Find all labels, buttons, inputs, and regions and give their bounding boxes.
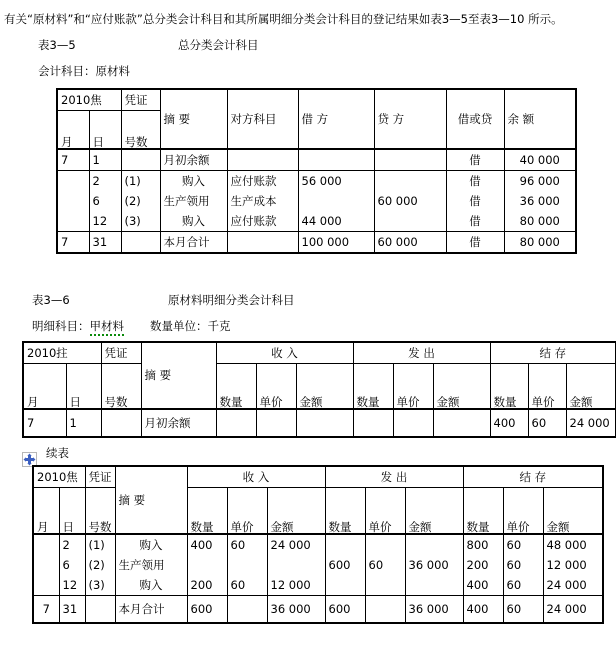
cell-day: 6 [89,191,121,211]
table-1-caption: 表3—5 [38,38,76,52]
header-year: 2010焦 [57,89,121,111]
cell-balance: 40 000 [504,149,576,171]
cell-number [101,409,141,437]
cell-day: 31 [89,232,121,254]
header-number: 号数 [101,364,141,410]
cell-out-qty [325,534,365,555]
header-counter-account: 对方科目 [227,89,298,149]
header-year: 2010拄 [23,342,101,364]
header-year: 2010焦 [33,466,85,488]
cell-out-qty [325,575,365,596]
cell-out-amount [405,575,463,596]
cell-bal-price: 60 [528,409,566,437]
cell-bal-qty: 400 [463,575,503,596]
subsidiary-ledger-table-part1 [22,341,616,438]
cell-credit: 60 000 [374,191,446,211]
table-row [23,409,616,437]
cell-month: 7 [57,149,89,171]
cell-credit [374,171,446,192]
cell-counter-account [227,149,298,171]
cell-day: 31 [59,596,85,624]
cell-bal-qty: 800 [463,534,503,555]
cell-out-price [365,575,405,596]
header-month: 月 [33,488,59,535]
cell-out-price [365,534,405,555]
cell-bal-amount: 12 000 [543,555,603,575]
cell-out-amount [405,534,463,555]
table-2-title: 原材料明细分类会计科目 [168,293,295,307]
cell-dc-flag: 借 [446,232,504,254]
cell-number: (3) [85,575,115,596]
cell-out-qty: 600 [325,555,365,575]
header-bal-amount: 金额 [566,364,616,410]
header-day: 日 [59,488,85,535]
header-out-qty: 数量 [353,364,393,410]
cell-day: 1 [89,149,121,171]
cell-out-amount: 36 000 [405,555,463,575]
cell-out-price [365,596,405,624]
cell-in-amount: 36 000 [267,596,325,624]
cell-bal-amount: 24 000 [543,575,603,596]
table-1-account-label: 会计科目：原材料 [38,64,130,78]
cell-day: 2 [89,171,121,192]
cell-debit [298,191,374,211]
table-2-account-line [32,321,124,333]
cell-number [85,596,115,624]
cell-number: (1) [121,171,160,192]
cell-in-qty: 600 [187,596,227,624]
header-month: 月 [23,364,66,410]
table-total-row [33,596,603,624]
table-3-caption: 续表 [46,446,69,460]
header-out-price: 单价 [365,488,405,535]
header-bal-qty: 数量 [463,488,503,535]
cell-dc-flag: 借 [446,149,504,171]
header-bal-price: 单价 [528,364,566,410]
header-number: 号数 [121,111,160,150]
table-header-row-2 [23,364,616,410]
cell-number: (2) [85,555,115,575]
cell-dc-flag: 借 [446,171,504,192]
cell-summary: 生产领用 [115,555,187,575]
cell-in-amount: 24 000 [267,534,325,555]
cell-month [33,575,59,596]
cell-out-qty [353,409,393,437]
cell-bal-price: 60 [503,596,543,624]
cell-bal-price: 60 [503,555,543,575]
general-ledger-table [56,88,577,254]
table-2-caption: 表3—6 [32,293,70,307]
header-summary: 摘 要 [160,89,227,149]
header-credit: 贷 方 [374,89,446,149]
header-day: 日 [66,364,101,410]
header-number: 号数 [85,488,115,535]
table-1-title: 总分类会计科目 [178,38,259,52]
header-day: 日 [89,111,121,150]
header-month: 月 [57,111,89,150]
cell-balance: 96 000 [504,171,576,192]
header-voucher: 凭证 [85,466,115,488]
cell-bal-qty: 400 [463,596,503,624]
cell-credit [374,149,446,171]
cell-summary: 月初余额 [160,149,227,171]
cell-month [33,534,59,555]
intro-paragraph: 有关“原材料”和“应付账款”总分类会计科目和其所属明细分类会计科目的登记结果如表3—5至表3—10 所示。 [4,12,563,26]
cell-debit [298,149,374,171]
table-row [57,171,576,192]
header-in-qty: 数量 [216,364,256,410]
header-out-amount: 金额 [433,364,490,410]
cell-day: 12 [59,575,85,596]
subsidiary-ledger-table-part2 [32,465,604,624]
cell-balance: 80 000 [504,211,576,232]
table-row [33,555,603,575]
cell-out-price [393,409,433,437]
cell-credit [374,211,446,232]
cell-dc-flag: 借 [446,211,504,232]
cell-balance: 80 000 [504,232,576,254]
cell-number [121,232,160,254]
cell-summary: 购入 [160,211,227,232]
header-group-out: 发 出 [325,466,463,488]
cell-bal-qty: 200 [463,555,503,575]
table-row [33,575,603,596]
header-group-balance: 结 存 [490,342,616,364]
header-group-out: 发 出 [353,342,490,364]
cell-month: 7 [23,409,66,437]
table-header-row-1 [23,342,616,364]
cell-in-qty: 400 [187,534,227,555]
table-row [57,191,576,211]
cell-counter-account: 生产成本 [227,191,298,211]
header-group-in: 收 入 [187,466,325,488]
cell-debit: 100 000 [298,232,374,254]
cell-in-price [227,555,267,575]
cell-summary: 生产领用 [160,191,227,211]
table-2-account-value: 甲材料 [90,319,125,336]
cell-in-price [256,409,296,437]
cell-in-qty: 200 [187,575,227,596]
cell-out-qty: 600 [325,596,365,624]
cell-in-price: 60 [227,534,267,555]
header-in-price: 单价 [256,364,296,410]
cell-summary: 购入 [160,171,227,192]
cell-month: 7 [57,232,89,254]
cell-in-amount [296,409,353,437]
cell-in-price [227,596,267,624]
cell-counter-account: 应付账款 [227,211,298,232]
cell-out-price: 60 [365,555,405,575]
table-header-row-1 [57,89,576,111]
cell-bal-amount: 48 000 [543,534,603,555]
cell-counter-account [227,232,298,254]
cell-bal-amount: 24 000 [566,409,616,437]
cell-summary: 购入 [115,575,187,596]
table-2-unit-label: 数量单位：千克 [150,319,231,333]
table-row [57,149,576,171]
header-group-in: 收 入 [216,342,353,364]
table-2-account-label: 明细科目： [32,319,90,333]
cell-summary: 购入 [115,534,187,555]
cell-bal-price: 60 [503,534,543,555]
cell-day: 12 [89,211,121,232]
cell-credit: 60 000 [374,232,446,254]
header-in-price: 单价 [227,488,267,535]
cell-counter-account: 应付账款 [227,171,298,192]
header-balance: 余 额 [504,89,576,149]
cell-number: (1) [85,534,115,555]
table-header-row-1 [33,466,603,488]
cell-month [57,211,89,232]
header-debit: 借 方 [298,89,374,149]
cell-bal-amount: 24 000 [543,596,603,624]
cell-day: 1 [66,409,101,437]
header-summary: 摘 要 [115,466,187,534]
cell-month [57,171,89,192]
header-dc-flag: 借或贷 [446,89,504,149]
cell-month [57,191,89,211]
header-group-balance: 结 存 [463,466,603,488]
cell-out-amount [433,409,490,437]
cell-in-qty [187,555,227,575]
cell-number [121,149,160,171]
header-out-amount: 金额 [405,488,463,535]
header-bal-price: 单价 [503,488,543,535]
header-summary: 摘 要 [141,342,216,409]
cell-bal-qty: 400 [490,409,528,437]
table-total-row [57,232,576,254]
cell-in-qty [216,409,256,437]
header-out-price: 单价 [393,364,433,410]
cell-debit: 44 000 [298,211,374,232]
cell-month [33,555,59,575]
cell-dc-flag: 借 [446,191,504,211]
cell-in-amount [267,555,325,575]
header-voucher: 凭证 [121,89,160,111]
cell-number: (2) [121,191,160,211]
header-bal-qty: 数量 [490,364,528,410]
cell-day: 2 [59,534,85,555]
header-voucher: 凭证 [101,342,141,364]
cell-balance: 36 000 [504,191,576,211]
cell-out-amount: 36 000 [405,596,463,624]
header-in-qty: 数量 [187,488,227,535]
header-in-amount: 金额 [296,364,353,410]
cell-month: 7 [33,596,59,624]
table-row [33,534,603,555]
cell-debit: 56 000 [298,171,374,192]
cell-summary: 本月合计 [115,596,187,624]
table-row [57,211,576,232]
cell-in-amount: 12 000 [267,575,325,596]
header-in-amount: 金额 [267,488,325,535]
cell-bal-price: 60 [503,575,543,596]
header-out-qty: 数量 [325,488,365,535]
cell-summary: 本月合计 [160,232,227,254]
cell-day: 6 [59,555,85,575]
cell-number: (3) [121,211,160,232]
cell-in-price: 60 [227,575,267,596]
cell-summary: 月初余额 [141,409,216,437]
header-bal-amount: 金额 [543,488,603,535]
